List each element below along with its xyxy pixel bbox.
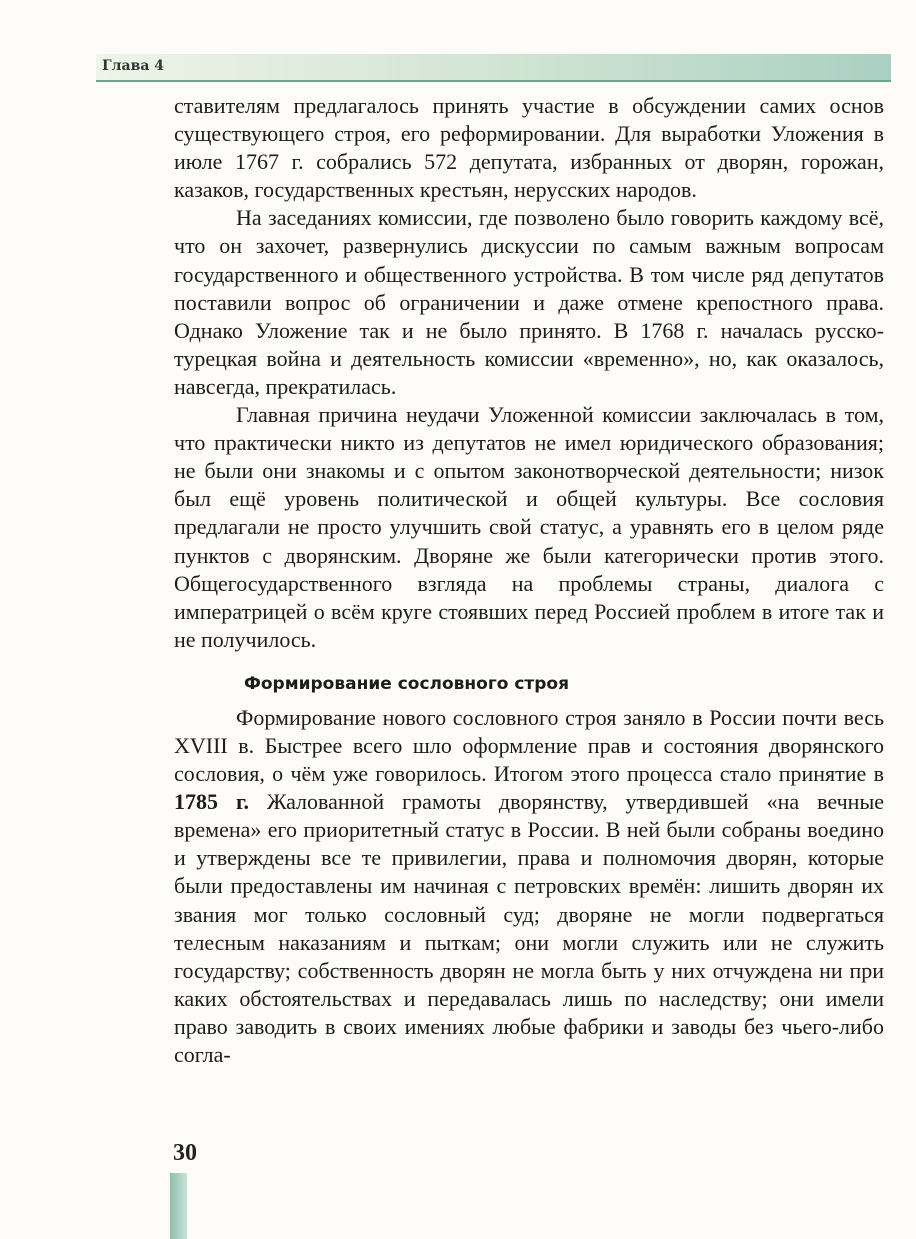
section-heading: Формирование сословного строя xyxy=(244,673,570,694)
chapter-header-band xyxy=(96,54,891,82)
section-bold-date: 1785 г. xyxy=(174,789,249,815)
paragraph-1: ставителям предлагалось принять участие в обсуждении самих основ существующего строя, его реформировании. Для выработки Уложения в июле 1767 г. собрались 572 депутата, избранных от дворян, горожан, казаков, государственных крестьян, нерусских народов. xyxy=(174,93,884,203)
chapter-label: Глава 4 xyxy=(102,58,165,74)
side-color-bar xyxy=(170,1173,187,1239)
section-text-end: Жалованной грамоты дворянству, утвердившей «на вечные времена» его приоритетный статус в России. В ней были собраны воедино и утверждены все те привилегии, права и полномочия дворян, которые были предоставлены им начиная с петровских времён: лишить дворян их звания мог только сословный суд; дворяне не могли подвергаться телесным наказаниям и пыткам; они могли служить или не служить государству; собственность дворян не могла быть у них отчуждена ни при каких обстоятельствах и передавалась лишь по наследству; они имели право заводить в своих имениях любые фабрики и заводы без чьего-либо согла- xyxy=(174,789,884,1067)
section-paragraph xyxy=(174,704,884,1069)
paragraph-2: На заседаниях комиссии, где позволено было говорить каждому всё, что он захочет, развернулись дискуссии по самым важным вопросам государственного и общественного устройства. В том числе ряд депутатов поставили вопрос об ограничении и даже отмене крепостного права. Однако Уложение так и не было принято. В 1768 г. началась русско-турецкая война и деятельность комиссии «временно», но, как оказалось, навсегда, прекратилась. xyxy=(174,205,884,399)
page-number: 30 xyxy=(173,1140,197,1166)
page-body xyxy=(174,92,884,1069)
paragraph-3: Главная причина неудачи Уложенной комиссии заключалась в том, что практически никто из депутатов не имел юридического образования; не были они знакомы и с опытом законотворческой деятельности; низок был ещё уровень политической и общей культуры. Все сословия предлагали не просто улучшить свой статус, а уравнять его в целом ряде пунктов с дворянским. Дворяне же были категорически против этого. Общегосударственного взгляда на проблемы страны, диалога с императрицей о всём круге стоявших перед Россией проблем в итоге так и не получилось. xyxy=(174,402,884,652)
section-text-start: Формирование нового сословного строя заняло в России почти весь XVIII в. Быстрее всего шло оформление прав и состояния дворянского сословия, о чём уже говорилось. Итогом этого процесса стало принятие в xyxy=(174,704,884,787)
